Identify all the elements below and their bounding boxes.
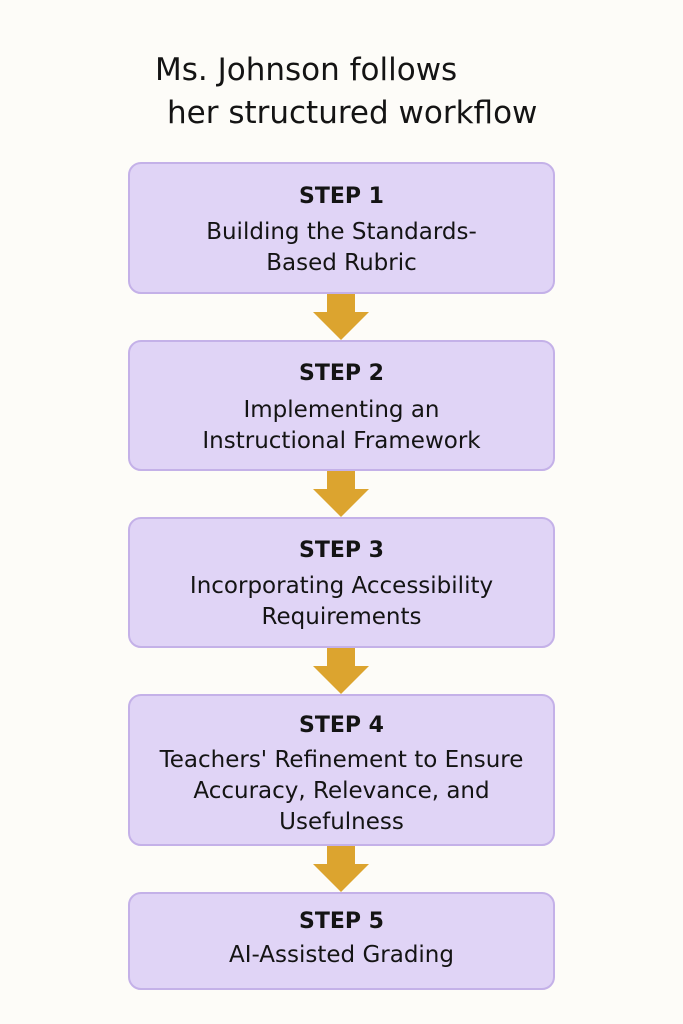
step-number: STEP 4 <box>299 713 384 738</box>
down-arrow-icon <box>313 294 369 340</box>
down-arrow-icon <box>313 471 369 517</box>
step-number: STEP 1 <box>299 184 384 209</box>
step-box-1 <box>128 162 555 294</box>
step-text: Implementing an Instructional Framework <box>202 397 481 454</box>
step-number: STEP 2 <box>299 361 384 386</box>
step-number: STEP 5 <box>299 909 384 934</box>
step-text: Incorporating Accessibility Requirements <box>189 573 494 630</box>
step-box-3 <box>128 517 555 648</box>
step-box-5 <box>128 892 555 990</box>
step-text: Teachers' Refinement to Ensure Accuracy, Relevance, and Usefulness <box>159 747 524 835</box>
title-line-1: Ms. Johnson follows <box>155 52 458 88</box>
step-text: Building the Standards- Based Rubric <box>206 219 477 276</box>
down-arrow-icon <box>313 648 369 694</box>
step-box-2 <box>128 340 555 471</box>
step-number: STEP 3 <box>299 538 384 563</box>
step-text: AI-Assisted Grading <box>228 942 454 968</box>
step-box-4 <box>128 694 555 846</box>
down-arrow-icon <box>313 846 369 892</box>
title-line-2: her structured workflow <box>167 95 538 131</box>
